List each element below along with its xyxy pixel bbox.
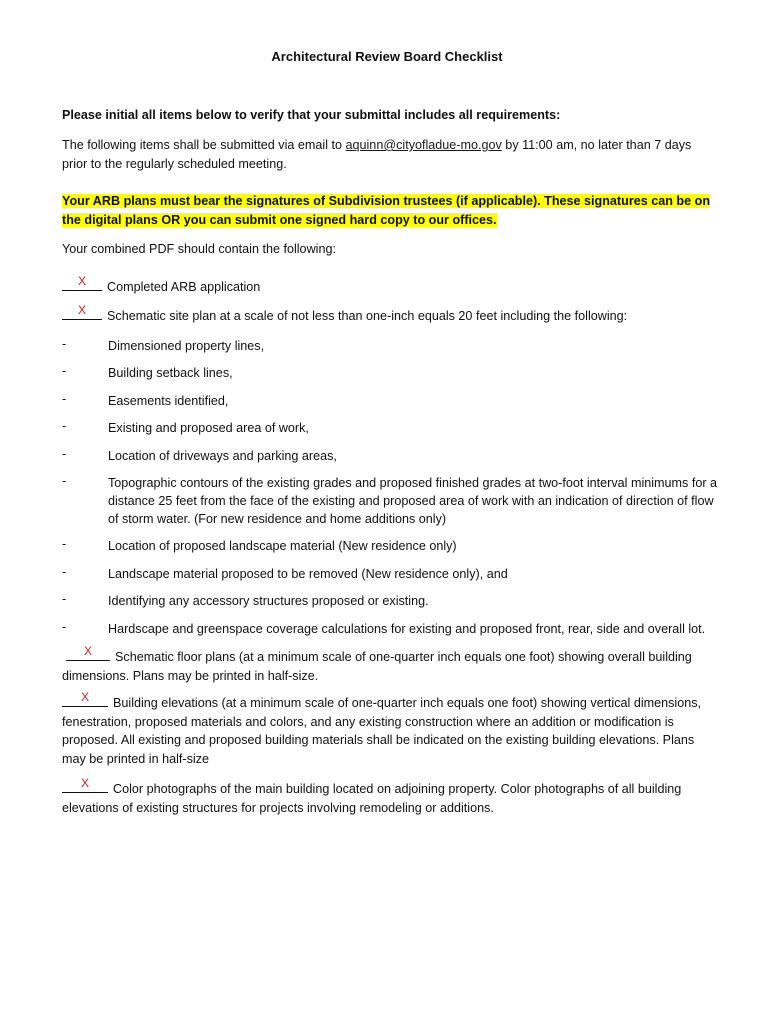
item-label: Color photographs of the main building located on adjoining property. Color photographs of all building elevations of existing structures for projects involving remodeling or additions. bbox=[62, 782, 682, 815]
submission-text-after: by 11:00 am, no later than 7 days prior to the regularly scheduled meeting. bbox=[62, 138, 692, 171]
bullet-dash: - bbox=[62, 364, 67, 378]
bullet-dash: - bbox=[62, 620, 67, 634]
page-title: Architectural Review Board Checklist bbox=[271, 49, 503, 64]
instruction-text: Please initial all items below to verify that your submittal includes all requirements: bbox=[62, 108, 561, 122]
initial-blank[interactable] bbox=[62, 303, 102, 320]
submission-text-before: The following items shall be submitted via email to bbox=[62, 138, 346, 152]
checklist-item-floor-plans bbox=[62, 644, 710, 685]
bullet-dash: - bbox=[62, 337, 67, 351]
bullet-dash: - bbox=[62, 447, 67, 461]
item-label: Completed ARB application bbox=[107, 280, 261, 294]
site-plan-bullet: Topographic contours of the existing grades and proposed finished grades at two-foot interval minimums for a distance 25 feet from the face of the existing and proposed area of work with an indication of direction of flow of storm water. (For new residence and home additions only) bbox=[108, 476, 718, 526]
checklist-item-photographs bbox=[62, 776, 710, 817]
site-plan-bullet: Identifying any accessory structures proposed or existing. bbox=[108, 594, 429, 608]
checklist-item-elevations bbox=[62, 690, 714, 768]
initial-blank[interactable] bbox=[66, 644, 110, 661]
site-plan-bullet: Existing and proposed area of work, bbox=[108, 421, 309, 435]
check-mark: X bbox=[83, 644, 92, 658]
pdf-intro: Your combined PDF should contain the following: bbox=[62, 242, 336, 256]
item-label: Schematic site plan at a scale of not less than one-inch equals 20 feet including the following: bbox=[107, 309, 628, 323]
bullet-dash: - bbox=[62, 474, 67, 488]
item-label: Building elevations (at a minimum scale of one-quarter inch equals one foot) showing vertical dimensions, fenestration, proposed materials and colors, and any existing construction where an addition or modification is proposed. All existing and proposed building materials shall be indicated on the existing building elevations. Plans may be printed in half-size bbox=[62, 696, 702, 766]
check-mark: X bbox=[77, 303, 86, 317]
bullet-dash: - bbox=[62, 537, 67, 551]
site-plan-bullet: Dimensioned property lines, bbox=[108, 339, 265, 353]
initial-blank[interactable] bbox=[62, 690, 108, 707]
initial-blank[interactable] bbox=[62, 274, 102, 291]
bullet-dash: - bbox=[62, 419, 67, 433]
email-link[interactable]: aquinn@cityofladue-mo.gov bbox=[345, 138, 502, 152]
site-plan-bullet: Landscape material proposed to be removed (New residence only), and bbox=[108, 567, 508, 581]
bullet-dash: - bbox=[62, 592, 67, 606]
site-plan-bullet: Easements identified, bbox=[108, 394, 229, 408]
site-plan-bullet: Building setback lines, bbox=[108, 366, 233, 380]
site-plan-bullet: Location of driveways and parking areas, bbox=[108, 449, 337, 463]
submission-paragraph bbox=[62, 136, 712, 173]
highlighted-notice: Your ARB plans must bear the signatures of Subdivision trustees (if applicable). These signatures can be on the digital plans OR you can submit one signed hard copy to our offices. bbox=[62, 194, 711, 227]
check-mark: X bbox=[77, 274, 86, 288]
item-label: Schematic floor plans (at a minimum scale of one-quarter inch equals one foot) showing overall building dimensions. Plans may be printed in half-size. bbox=[62, 650, 692, 683]
bullet-dash: - bbox=[62, 392, 67, 406]
bullet-dash: - bbox=[62, 565, 67, 579]
checklist-item-site-plan bbox=[62, 303, 628, 325]
signature-notice bbox=[62, 192, 712, 229]
site-plan-bullet: Location of proposed landscape material (New residence only) bbox=[108, 539, 457, 553]
initial-blank[interactable] bbox=[62, 776, 108, 793]
check-mark: X bbox=[80, 776, 89, 790]
checklist-item-application bbox=[62, 274, 261, 296]
site-plan-bullet: Hardscape and greenspace coverage calculations for existing and proposed front, rear, side and overall lot. bbox=[108, 622, 706, 636]
check-mark: X bbox=[80, 690, 89, 704]
